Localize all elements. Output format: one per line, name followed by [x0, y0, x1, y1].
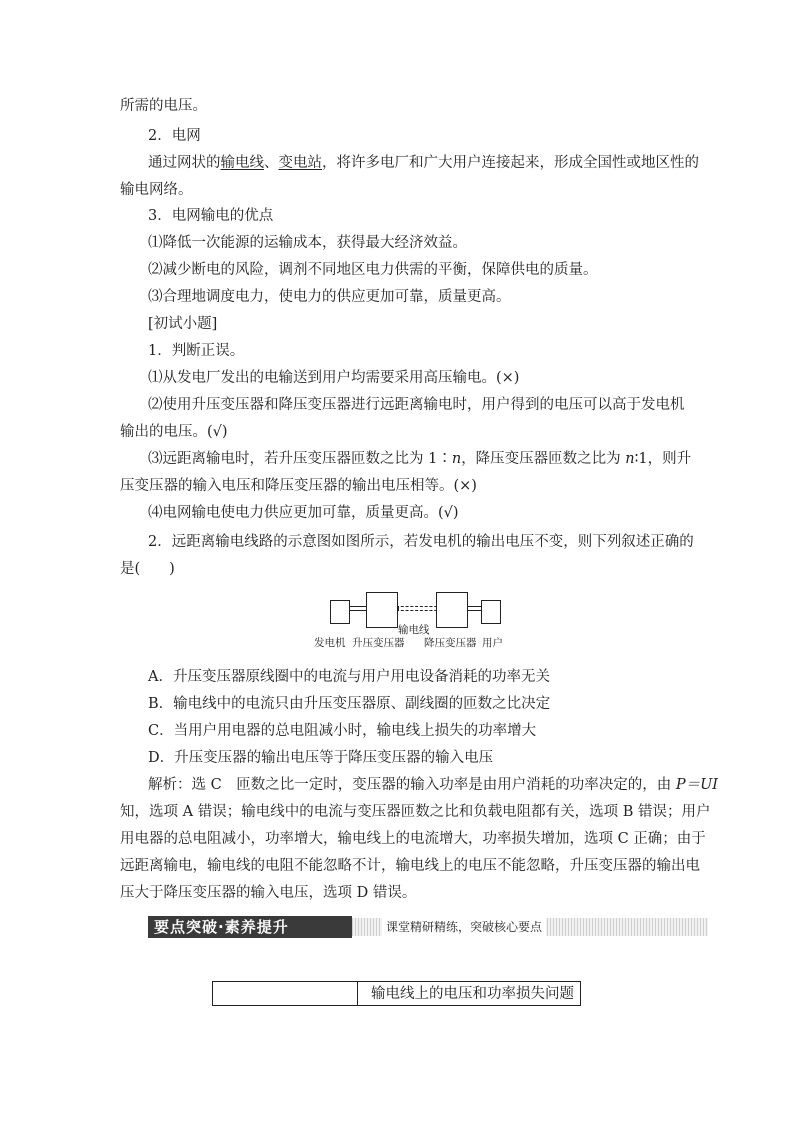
section-heading: [初试小题] — [148, 316, 218, 332]
step-down-label: 降压变压器 — [424, 637, 477, 649]
answer-line: 用电器的总电阻减小，功率增大，输电线上的电流增大，功率损失增加，选项 C 正确；由于 — [120, 831, 706, 847]
user-box — [481, 600, 501, 624]
paragraph-line: 是( ) — [120, 561, 175, 577]
banner-title: 要点突破·素养提升 — [148, 916, 352, 938]
paragraph-line: 压变压器的输入电压和降压变压器的输出电压相等。(×) — [120, 478, 477, 494]
list-item: ⑷电网输电使电力供应更加可靠，质量更高。(√) — [148, 505, 459, 521]
transmission-line-label: 输电线 — [398, 624, 430, 636]
option-d: D．升压变压器的输出电压等于降压变压器的输入电压 — [148, 750, 494, 766]
answer-line: 远距离输电，输电线的电阻不能忽略不计，输电线上的电压不能忽略，升压变压器的输出电 — [120, 858, 700, 874]
text: 通过网状的 — [148, 155, 221, 171]
list-item: ⑶合理地调度电力，使电力的供应更加可靠，质量更高。 — [148, 289, 511, 305]
variable: n — [451, 451, 462, 467]
generator-box — [330, 600, 350, 624]
user-label: 用户 — [482, 637, 503, 649]
answer-line: 知，选项 A 错误；输电线中的电流与变压器匝数之比和负载电阻都有关，选项 B 错误；用户 — [120, 804, 711, 820]
list-item: ⑴降低一次能源的运输成本，获得最大经济效益。 — [148, 235, 467, 251]
formula: P＝UI — [675, 777, 719, 793]
text: ∶1，则升 — [634, 451, 692, 467]
generator-label: 发电机 — [314, 637, 346, 649]
transmission-diagram — [314, 592, 514, 652]
list-item — [148, 449, 691, 469]
step-up-label: 升压变压器 — [352, 637, 405, 649]
paragraph-line: 输出的电压。(√) — [120, 424, 228, 440]
text: 解析：选 C 匝数之比一定时，变压器的输入功率是由用户消耗的功率决定的，由 — [148, 777, 676, 793]
topic-table — [212, 981, 581, 1006]
section-heading: 2．电网 — [148, 128, 201, 144]
section-banner — [148, 916, 708, 938]
step-up-transformer-box — [366, 592, 398, 628]
variable: n — [625, 451, 635, 467]
paragraph-line: 输电网络。 — [120, 182, 193, 198]
list-item: ⑵使用升压变压器和降压变压器进行远距离输电时，用户得到的电压可以高于发电机 — [148, 397, 685, 413]
question: 1．判断正误。 — [148, 343, 245, 359]
text: ，将许多电厂和广大用户连接起来，形成全国性或地区性的 — [322, 155, 699, 171]
wire — [466, 606, 482, 611]
option-b: B．输电线中的电流只由升压变压器原、副线圈的匝数之比决定 — [148, 696, 551, 712]
question: 2．远距离输电线路的示意图如图所示，若发电机的输出电压不变，则下列叙述正确的 — [148, 534, 694, 550]
banner-subtitle: 课堂精研精练，突破核心要点 — [382, 918, 546, 936]
table-divider — [357, 982, 358, 1005]
paragraph-line: 所需的电压。 — [120, 98, 207, 114]
section-heading: 3．电网输电的优点 — [148, 208, 274, 224]
paragraph-line — [148, 153, 699, 173]
list-item: ⑴从发电厂发出的电输送到用户均需要采用高压输电。(×) — [148, 370, 520, 386]
answer-line — [148, 775, 718, 795]
text: ，降压变压器匝数之比为 — [461, 451, 626, 467]
text: ⑶远距离输电时，若升压变压器匝数之比为 1∶ — [148, 451, 452, 467]
table-cell: 输电线上的电压和功率损失问题 — [371, 986, 574, 1002]
text: 、 — [264, 155, 279, 171]
list-item: ⑵减少断电的风险，调剂不同地区电力供需的平衡，保障供电的质量。 — [148, 262, 598, 278]
banner-hatch — [352, 918, 708, 936]
underlined-term: 变电站 — [278, 155, 322, 171]
option-a: A．升压变压器原线圈中的电流与用户用电设备消耗的功率无关 — [148, 669, 550, 685]
answer-line: 压大于降压变压器的输入电压，选项 D 错误。 — [120, 885, 417, 901]
step-down-transformer-box — [436, 592, 468, 628]
underlined-term: 输电线 — [220, 155, 264, 171]
option-c: C．当用户用电器的总电阻减小时，输电线上损失的功率增大 — [148, 723, 537, 739]
